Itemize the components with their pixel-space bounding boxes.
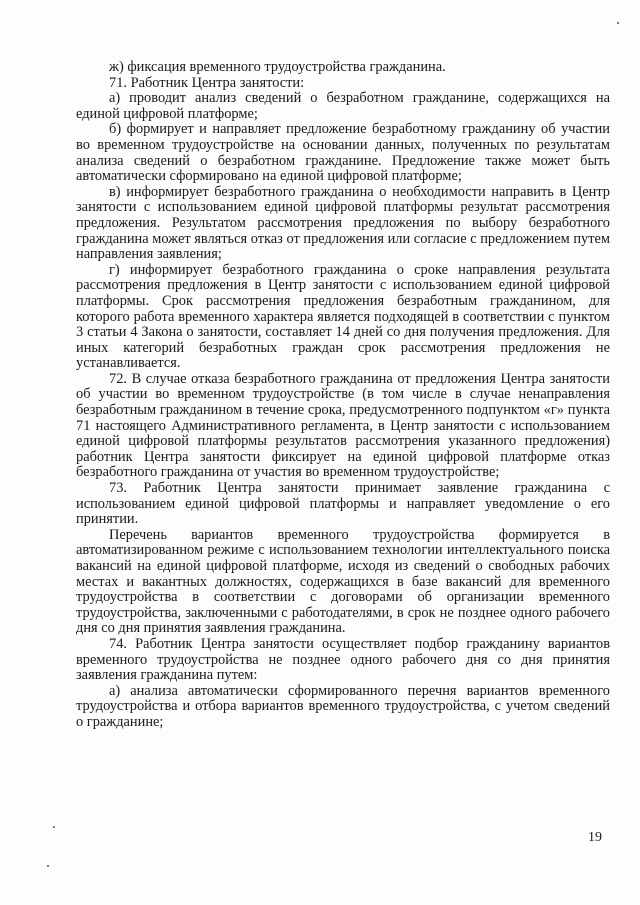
paragraph-vacancy-list: Перечень вариантов временного трудоустройства формируется в автоматизированном режиме с использованием технологии интеллектуального поиска вакансий на единой цифровой платформе, исходя из сведений о свободных рабочих местах и вакантных должностях, содержащихся в базе вакансий для временного трудоустройства в соответствии с договорами об организации временного трудоустройства, заключенными с работодателями, в срок не позднее одного рабочего дня со дня принятия заявления гражданина. — [76, 526, 610, 637]
paragraph-71-b: б) формирует и направляет предложение безработному гражданину об участии во временном трудоустройстве на основании данных, полученных по результатам анализа сведений о безработном гражданине. Предложение также может быть автоматически сформировано на единой цифровой платформе; — [76, 121, 610, 185]
document-body — [76, 60, 610, 731]
page-number: 19 — [588, 830, 602, 845]
scan-speck — [617, 22, 619, 24]
paragraph-71-a: а) проводит анализ сведений о безработном гражданине, содержащихся на единой цифровой платформе; — [76, 90, 610, 122]
paragraph-zh-fixation: ж) фиксация временного трудоустройства гражданина. — [109, 59, 446, 75]
paragraph-74: 74. Работник Центра занятости осуществляет подбор гражданину вариантов временного трудоустройства не позднее одного рабочего дня со дня принятия заявления гражданина путем: — [76, 635, 610, 684]
paragraph-73: 73. Работник Центра занятости принимает заявление гражданина с использованием единой цифровой платформы и направляет уведомление о его принятии. — [76, 480, 610, 528]
paragraph-72: 72. В случае отказа безработного гражданина от предложения Центра занятости об участии во временном трудоустройстве (в том числе в случае ненаправления безработным гражданином в течение срока, предусмотренного подпунктом «г» пункта 71 настоящего Административного регламента, в Центр занятости с использованием единой цифровой платформы результатов рассмотрения указанного предложения) работник Центра занятости фиксирует на единой цифровой платформе отказ безработного гражданина от участия во временном трудоустройстве; — [76, 370, 610, 481]
paragraph-71-g: г) информирует безработного гражданина о сроке направления результата рассмотрения предложения в Центр занятости с использованием единой цифровой платформы. Срок рассмотрения предложения безработным гражданином, для которого работа временного характера является подходящей в соответствии с пунктом 3 статьи 4 Закона о занятости, составляет 14 дней со дня получения предложения. Для иных категорий безработных граждан срок рассмотрения предложения не устанавливается. — [76, 261, 610, 372]
paragraph-71-heading: 71. Работник Центра занятости: — [109, 74, 305, 91]
scan-speck — [47, 865, 49, 867]
paragraph-71-v: в) информирует безработного гражданина о необходимости направить в Центр занятости с использованием единой цифровой платформы результат рассмотрения предложения. Результатом рассмотрения предложения по выбору безработного гражданина может являться отказ от предложения или согласие с предложением путем направления заявления; — [76, 183, 610, 263]
paragraph-74-a: а) анализа автоматически сформированного перечня вариантов временного трудоустройства и отбора вариантов временного трудоустройства, с учетом сведений о гражданине; — [76, 682, 610, 730]
scan-speck — [53, 826, 55, 828]
